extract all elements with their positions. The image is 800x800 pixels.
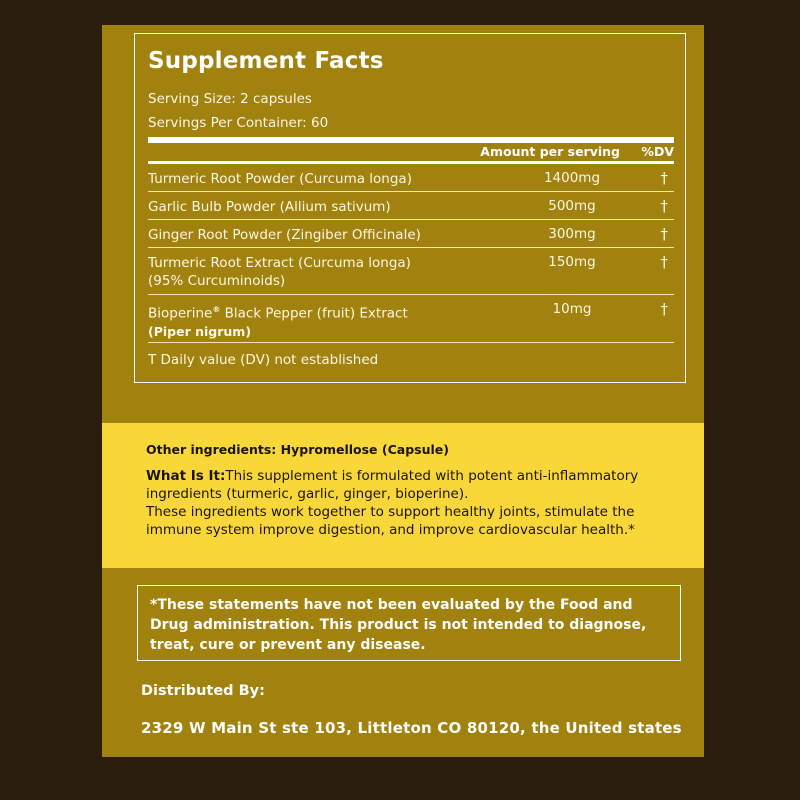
what-is-it-text: This supplement is formulated with potent anti-inflammatory ingredients (turmeric, garlic, ginger, bioperine). — [146, 468, 639, 502]
facts-row — [148, 295, 674, 341]
dagger-icon: † — [660, 225, 668, 243]
product-label — [102, 25, 704, 757]
facts-rows — [148, 164, 674, 341]
servings-per-container: Servings Per Container: 60 — [148, 115, 329, 131]
ingredient-amount: 10mg — [552, 301, 592, 317]
facts-title: Supplement Facts — [148, 48, 384, 74]
facts-header-row — [148, 144, 674, 162]
facts-row — [148, 248, 674, 295]
fda-disclaimer: *These statements have not been evaluated by the Food and Drug administration. This product is not intended to diagnose, treat, cure or prevent any disease. — [137, 585, 681, 661]
registered-mark: ® — [212, 305, 221, 314]
ingredient-amount: 1400mg — [543, 170, 601, 186]
distributor-address: 2329 W Main St ste 103, Littleton CO 80120, the United states — [141, 719, 682, 737]
facts-row — [148, 192, 674, 220]
facts-bottom-divider — [148, 342, 674, 343]
ingredient-amount: 300mg — [548, 226, 596, 242]
distributed-by-label: Distributed By: — [141, 683, 265, 699]
serving-size: Serving Size: 2 capsules — [148, 91, 312, 107]
dagger-icon: † — [660, 253, 668, 271]
other-ingredients: Other ingredients: Hypromellose (Capsule) — [146, 442, 449, 457]
ingredient-amount: 500mg — [548, 198, 596, 214]
brand-name: Bioperine — [148, 305, 213, 322]
facts-row — [148, 164, 674, 192]
ingredient-name: Turmeric Root Powder (Curcuma longa) — [148, 171, 412, 187]
ingredient-name: Garlic Bulb Powder (Allium sativum) — [148, 199, 391, 215]
dagger-icon: † — [660, 169, 668, 187]
ingredient-name-line2: (Piper nigrum) — [148, 323, 252, 339]
ingredient-name — [148, 301, 408, 341]
ingredients-band — [102, 423, 704, 568]
dagger-icon: † — [660, 197, 668, 215]
ingredient-name-line1: Turmeric Root Extract (Curcuma longa) — [148, 255, 411, 271]
ingredient-name-line2: (95% Curcuminoids) — [148, 273, 286, 289]
ingredient-name: Ginger Root Powder (Zingiber Officinale) — [148, 227, 421, 243]
what-is-it-text-2: These ingredients work together to support healthy joints, stimulate the immune system improve digestion, and improve cardiovascular health.* — [146, 504, 635, 538]
thick-divider — [148, 137, 674, 143]
ingredient-name-rest: Black Pepper (fruit) Extract — [220, 305, 408, 322]
header-amount: Amount per serving — [480, 144, 620, 159]
what-is-it-label: What Is It: — [146, 468, 226, 484]
what-is-it — [146, 467, 666, 539]
ingredient-name-line1 — [148, 301, 408, 323]
supplement-facts-panel — [134, 33, 686, 383]
dv-footnote: T Daily value (DV) not established — [148, 352, 379, 368]
dagger-icon: † — [660, 300, 668, 318]
header-dv: %DV — [641, 144, 674, 159]
facts-row — [148, 220, 674, 248]
ingredient-name — [148, 254, 411, 290]
ingredient-amount: 150mg — [548, 254, 596, 270]
